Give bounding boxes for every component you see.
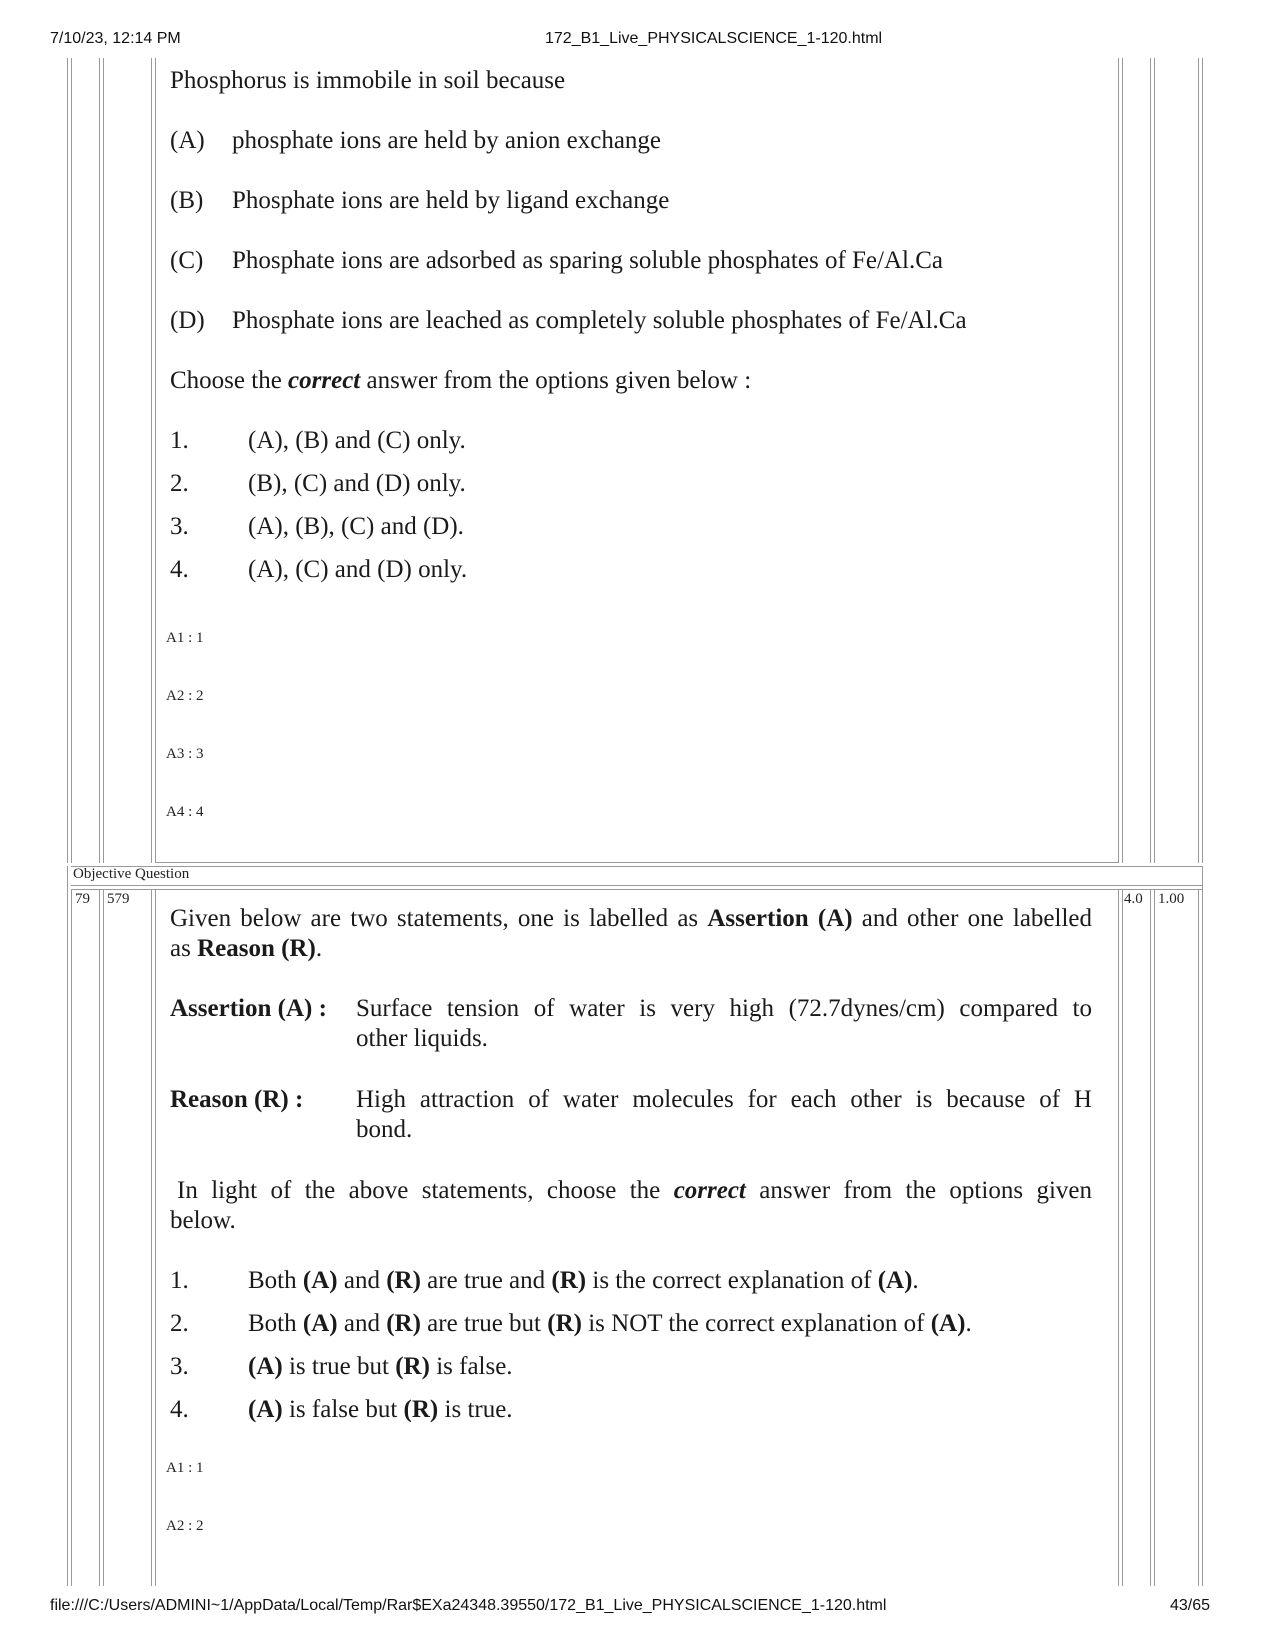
light-text: answer from the options given	[745, 1177, 1092, 1204]
light-line-2: below.	[170, 1207, 236, 1234]
table-border	[1154, 889, 1155, 1586]
table-border	[151, 889, 152, 1586]
light-emphasis: correct	[673, 1177, 746, 1204]
answer-key: A1 : 1	[166, 630, 204, 646]
intro-text: Given below are two statements, one is labelled as	[170, 905, 708, 932]
reason-label-text: Reason (R) :	[170, 1086, 304, 1113]
reason-line-1: High attraction of water molecules for each other is because of H	[356, 1086, 1092, 1113]
light-text: In light of the above statements, choose the	[177, 1177, 674, 1204]
table-border	[67, 866, 68, 1586]
option-number: 4.	[170, 1396, 189, 1423]
option-number: 3.	[170, 513, 189, 540]
table-border	[1118, 889, 1119, 1586]
assertion-label	[170, 994, 327, 1024]
print-datetime: 7/10/23, 12:14 PM	[50, 30, 181, 47]
table-border	[1150, 58, 1151, 863]
table-border	[67, 58, 68, 863]
intro-line-1	[170, 904, 1092, 934]
option-text: Both (A) and (R) are true but (R) is NOT the correct explanation of (A).	[248, 1310, 972, 1337]
answer-key: A4 : 4	[166, 804, 204, 820]
reason-line-2: bond.	[356, 1116, 413, 1143]
option-text: (A), (C) and (D) only.	[248, 556, 468, 583]
table-border	[1118, 58, 1119, 863]
light-line-1	[177, 1176, 1092, 1206]
instruction-text: Choose the	[170, 367, 289, 394]
table-border	[103, 889, 104, 1586]
print-filename: 172_B1_Live_PHYSICALSCIENCE_1-120.html	[545, 30, 883, 47]
table-border	[1198, 889, 1199, 1586]
table-border	[1150, 889, 1151, 1586]
statement-text: Phosphate ions are held by ligand exchange	[232, 187, 670, 214]
table-border	[71, 889, 1203, 890]
statement-text: Phosphate ions are leached as completely soluble phosphates of Fe/Al.Ca	[232, 307, 967, 334]
option-number: 1.	[170, 427, 189, 454]
question-id: 579	[107, 891, 130, 907]
table-border	[1202, 866, 1203, 1586]
option-number: 2.	[170, 1310, 189, 1337]
statement-label: (C)	[170, 247, 204, 274]
table-border	[155, 58, 156, 863]
page-number: 43/65	[1170, 1597, 1211, 1614]
option-text: (A), (B) and (C) only.	[248, 427, 466, 454]
option-number: 4.	[170, 556, 189, 583]
table-border	[1154, 58, 1155, 863]
table-border	[1122, 889, 1123, 1586]
option-number: 3.	[170, 1353, 189, 1380]
table-border	[1202, 58, 1203, 863]
assertion-line-2: other liquids.	[356, 1025, 488, 1052]
table-border	[99, 58, 100, 863]
intro-bold: Reason (R)	[197, 935, 316, 962]
option-text: (A), (B), (C) and (D).	[248, 513, 464, 540]
question-marks: 4.0	[1124, 891, 1143, 907]
statement-label: (B)	[170, 187, 204, 214]
table-border	[1198, 58, 1199, 863]
option-text: (B), (C) and (D) only.	[248, 470, 466, 497]
table-border	[99, 889, 100, 1586]
table-border	[71, 866, 1203, 867]
negative-marks: 1.00	[1158, 891, 1185, 907]
table-border	[71, 885, 1203, 886]
option-text: (A) is true but (R) is false.	[248, 1353, 513, 1380]
instruction-text: answer from the options given below :	[360, 367, 752, 394]
table-border	[151, 58, 152, 863]
intro-line-2	[170, 934, 322, 964]
table-border	[155, 862, 1119, 863]
intro-text: .	[315, 935, 323, 962]
answer-key: A1 : 1	[166, 1460, 204, 1476]
option-number: 2.	[170, 470, 189, 497]
assertion-line-1: Surface tension of water is very high (72.7dynes/cm) compared to	[356, 995, 1092, 1022]
assertion-label-text: Assertion (A) :	[170, 995, 327, 1022]
option-text: Both (A) and (R) are true and (R) is the correct explanation of (A).	[248, 1267, 919, 1294]
statement-label: (D)	[170, 307, 205, 334]
intro-bold: Assertion (A)	[707, 905, 853, 932]
intro-text: and other one labelled	[852, 905, 1092, 932]
table-border	[103, 58, 104, 863]
statement-label: (A)	[170, 127, 205, 154]
table-border	[71, 889, 72, 1586]
print-file-path: file:///C:/Users/ADMINI~1/AppData/Local/Temp/Rar$EXa24348.39550/172_B1_Live_PHYSICALSCIENCE_1-120.html	[50, 1597, 887, 1614]
instruction-emphasis: correct	[288, 367, 361, 394]
intro-text: as	[170, 935, 198, 962]
answer-key: A3 : 3	[166, 746, 204, 762]
table-border	[155, 889, 156, 1586]
section-label: Objective Question	[73, 866, 190, 882]
instruction	[170, 366, 751, 396]
statement-text: phosphate ions are held by anion exchange	[232, 127, 662, 154]
option-number: 1.	[170, 1267, 189, 1294]
table-border	[71, 58, 72, 863]
reason-label	[170, 1085, 303, 1115]
answer-key: A2 : 2	[166, 688, 204, 704]
answer-key: A2 : 2	[166, 1518, 204, 1534]
question-stem: Phosphorus is immobile in soil because	[170, 67, 566, 94]
question-serial: 79	[75, 891, 90, 907]
statement-text: Phosphate ions are adsorbed as sparing soluble phosphates of Fe/Al.Ca	[232, 247, 943, 274]
table-border	[1122, 58, 1123, 863]
option-text: (A) is false but (R) is true.	[248, 1396, 513, 1423]
